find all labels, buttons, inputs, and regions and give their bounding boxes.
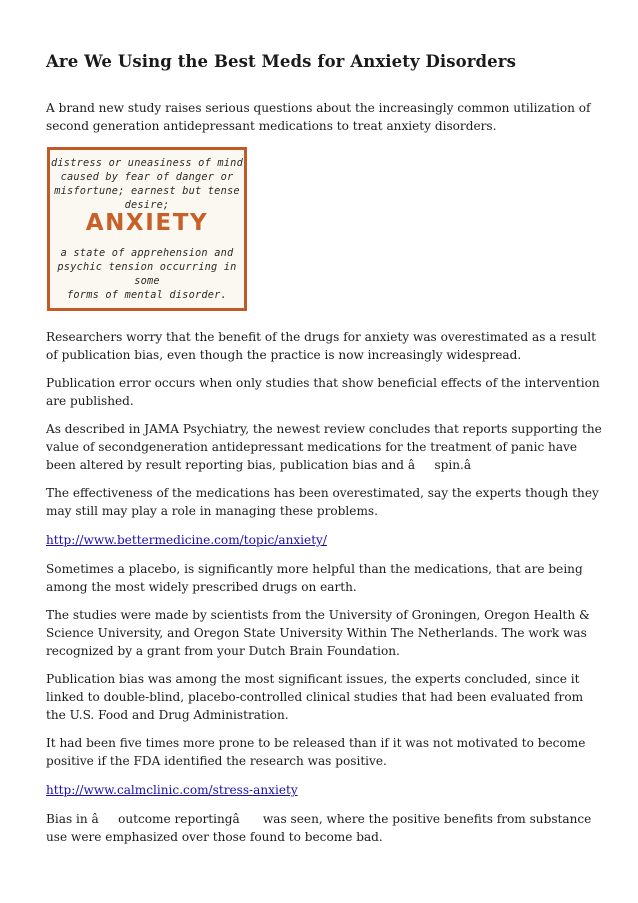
- paragraph-researchers: Researchers worry that the benefit of the drugs for anxiety was overestimated as a result of publication bias, even though the practice is now increasingly widespread.: [46, 330, 596, 362]
- intro-paragraph: A brand new study raises serious questions about the increasingly common utilization of second generation antidepressant medications to treat anxiety disorders.: [46, 101, 591, 133]
- definition-line: misfortune; earnest but tense desire;: [54, 185, 240, 211]
- paragraph-jama: As described in JAMA Psychiatry, the newest review concludes that reports supporting the value of secondgeneration antidepressant medications for the treatment of panic have been altered by result reporting bias, publication bias and âspin.â: [46, 422, 602, 472]
- definition-line: distress or uneasiness of mind: [51, 157, 243, 169]
- anxiety-definition-image: [47, 147, 247, 311]
- paragraph-publication-error: Publication error occurs when only studies that show beneficial effects of the intervention are published.: [46, 376, 600, 408]
- definition-line: caused by fear of danger or: [60, 171, 234, 183]
- paragraph-placebo: Sometimes a placebo, is significantly more helpful than the medications, that are being among the most widely prescribed drugs on earth.: [46, 562, 583, 594]
- definition-top: [50, 156, 244, 212]
- paragraph-link-2: [46, 781, 606, 799]
- paragraph-link-1: [46, 531, 606, 549]
- definition-line: forms of mental disorder.: [67, 289, 227, 301]
- paragraph-five-times: It had been five times more prone to be released than if it was not motivated to become positive if the FDA identified the research was positive.: [46, 736, 586, 768]
- page-title: Are We Using the Best Meds for Anxiety Disorders: [46, 52, 516, 71]
- paragraph-studies: The studies were made by scientists from the University of Groningen, Oregon Health & Science University, and Oregon State University Within The Netherlands. The work was recognized by a grant from your Dutch Brain Foundation.: [46, 608, 590, 658]
- anxiety-word: ANXIETY: [85, 210, 209, 236]
- definition-line: psychic tension occurring in some: [57, 261, 237, 287]
- paragraph-outcome-reporting: Bias in âoutcome reportingâ was seen, where the positive benefits from substance use were emphasized over those found to become bad.: [46, 812, 592, 844]
- paragraph-effectiveness: The effectiveness of the medications has been overestimated, say the experts though they may still may play a role in managing these problems.: [46, 486, 599, 518]
- definition-bottom: [50, 246, 244, 302]
- paragraph-publication-bias: Publication bias was among the most significant issues, the experts concluded, since it linked to double-blind, placebo-controlled clinical studies that had been evaluated from the U.S. Food and Drug Administration.: [46, 672, 584, 722]
- definition-line: a state of apprehension and: [60, 247, 234, 259]
- bettermedicine-link[interactable]: http://www.bettermedicine.com/topic/anxiety/: [46, 533, 327, 547]
- calmclinic-link[interactable]: http://www.calmclinic.com/stress-anxiety: [46, 783, 298, 797]
